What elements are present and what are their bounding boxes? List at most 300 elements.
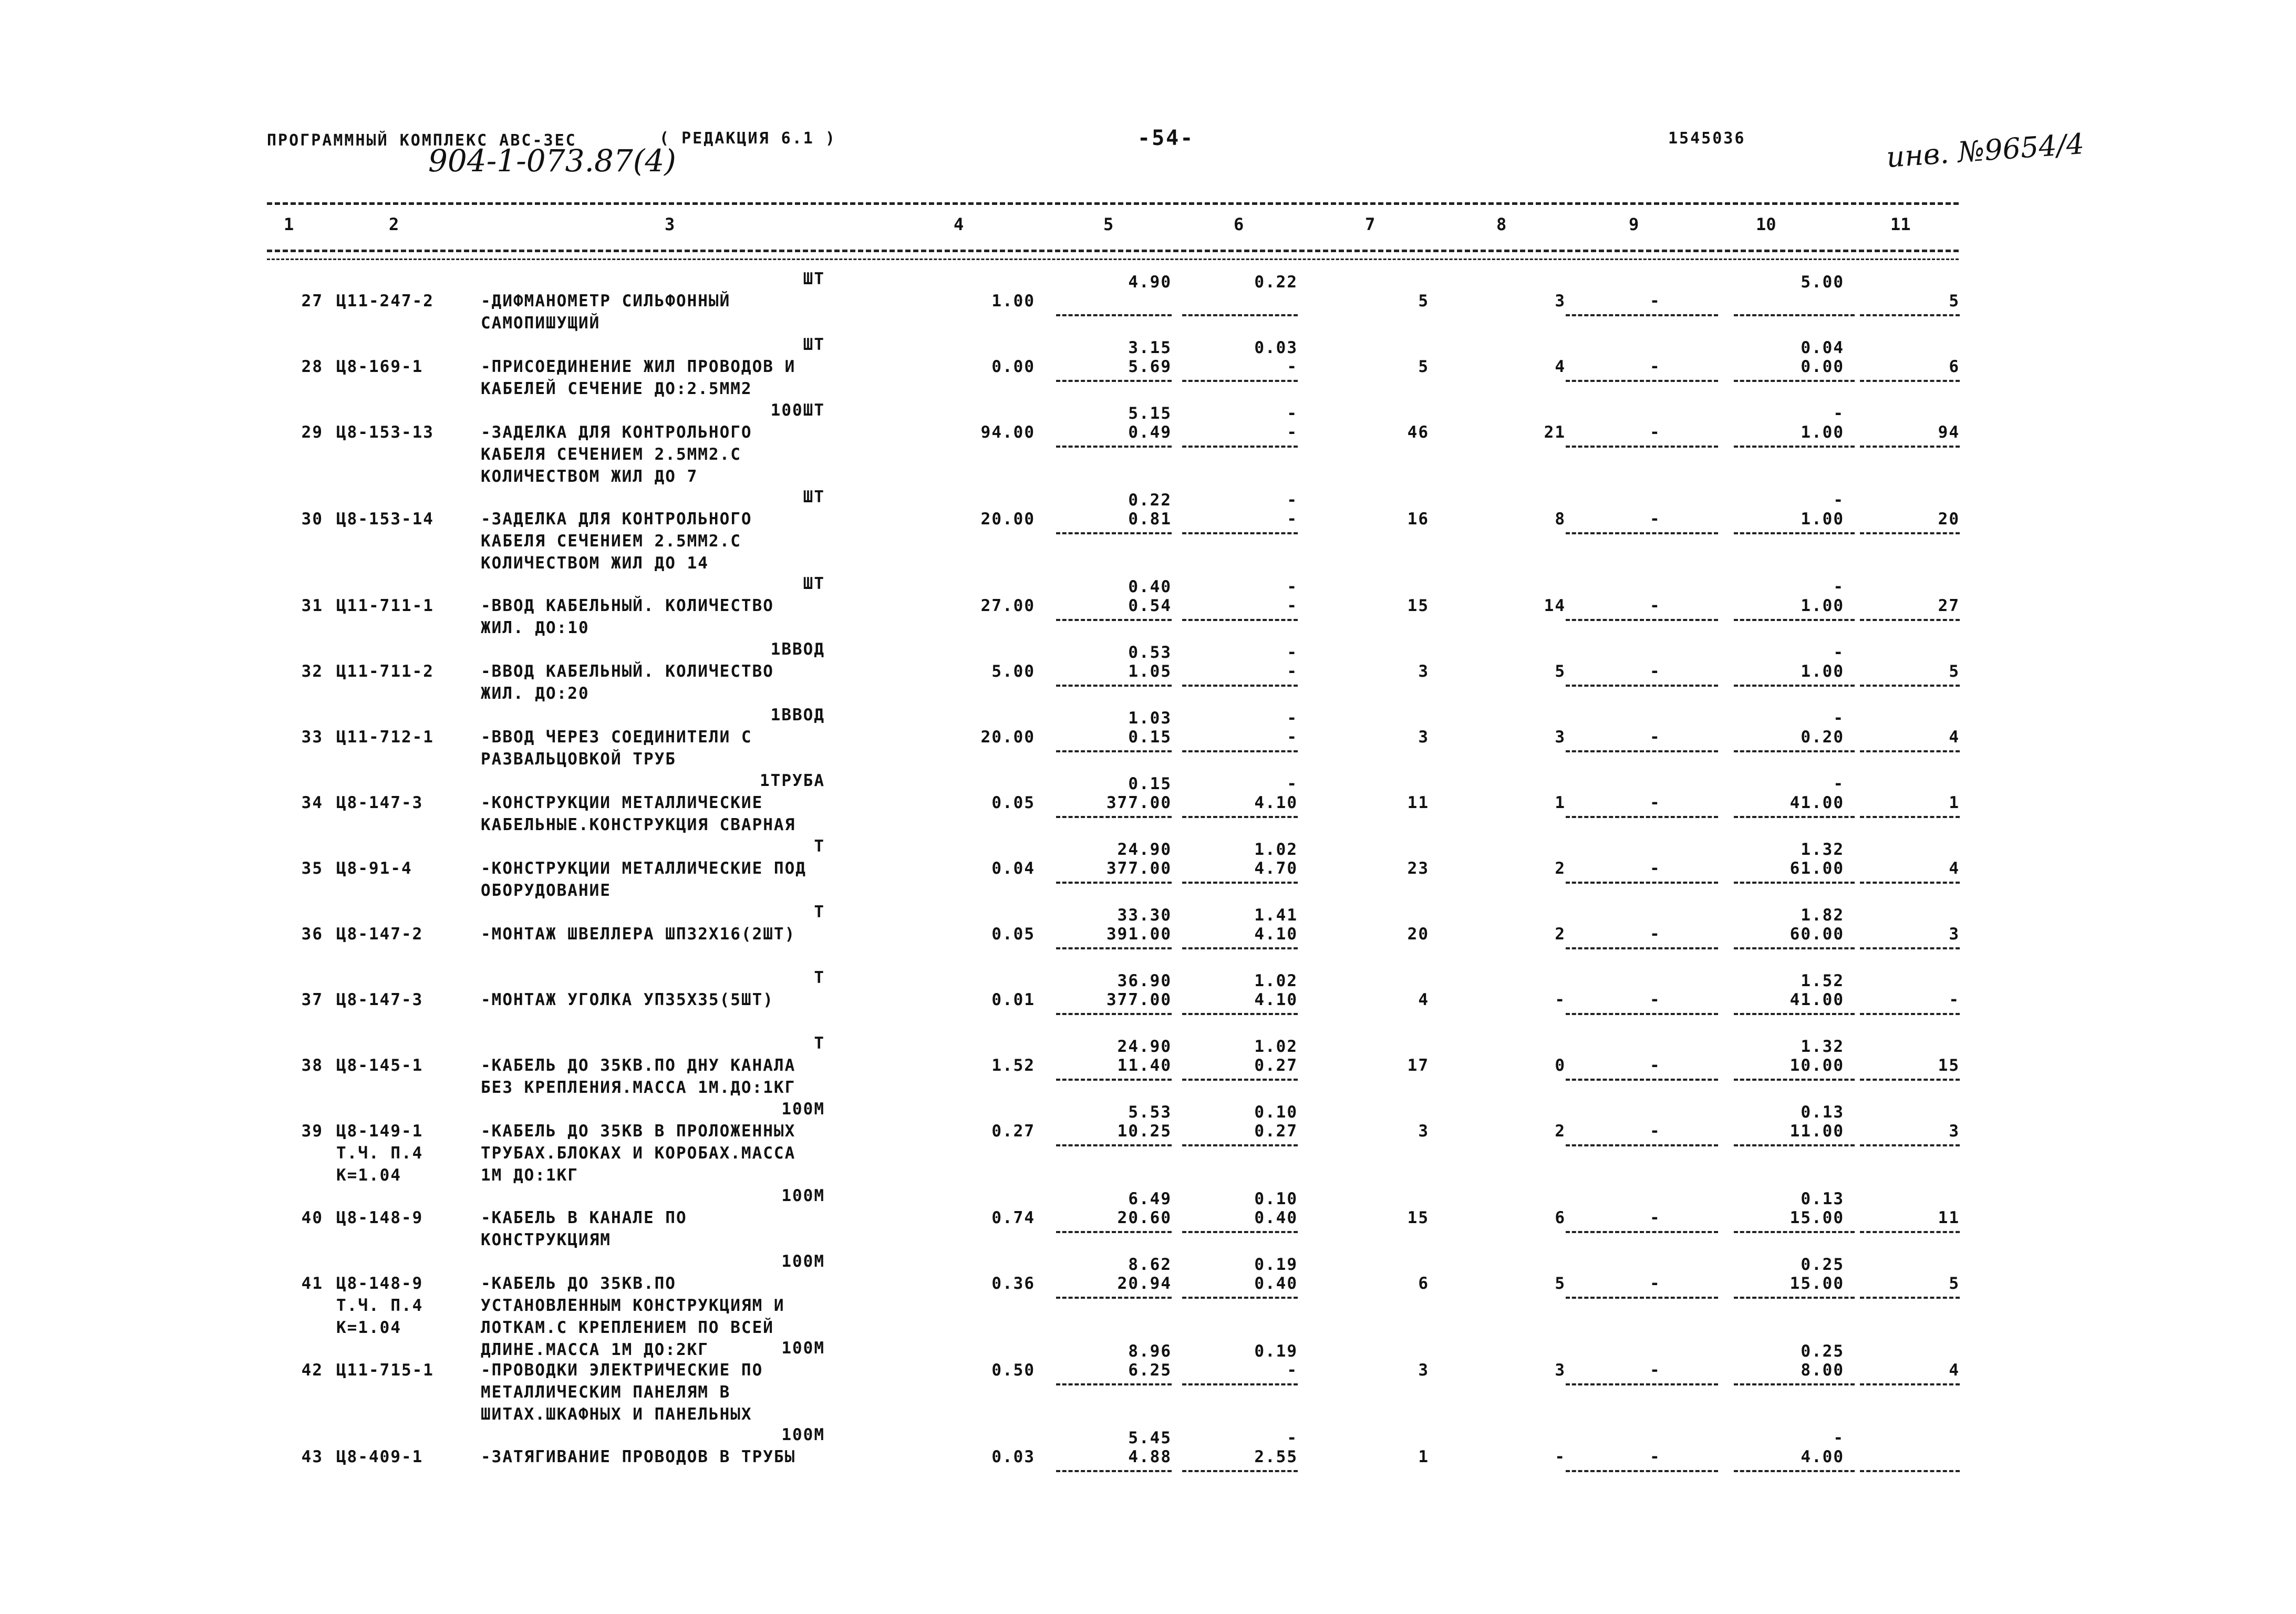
row-rule-col6 [1182,947,1298,949]
col6-bottom: 0.40 [1254,1274,1298,1293]
row-rule-col5 [1056,1297,1172,1299]
col5-top: 24.90 [1117,1037,1172,1056]
col10-top: 1.32 [1801,1037,1844,1056]
row-rule-col11 [1860,314,1960,316]
col6-top: - [1287,774,1298,793]
col6-top: 0.03 [1254,338,1298,357]
work-description: -ЗАТЯГИВАНИЕ ПРОВОДОВ В ТРУБЫ [481,1447,796,1466]
row-rule-col5 [1056,1013,1172,1015]
col7: 5 [1418,357,1429,376]
col10-top: 0.25 [1801,1342,1844,1361]
row-rule-col6 [1182,446,1298,448]
col6-top: - [1287,1429,1298,1447]
col11: 4 [1949,1361,1960,1380]
col5-top: 0.15 [1128,774,1172,793]
work-description: -КАБЕЛЬ В КАНАЛЕ ПО КОНСТРУКЦИЯМ [481,1208,687,1249]
col5-top: 24.90 [1117,840,1172,859]
row-rule-col5 [1056,1231,1172,1233]
row-rule-col6 [1182,685,1298,687]
col10-bottom: 61.00 [1790,859,1844,878]
col8: 5 [1555,1274,1566,1293]
col6-bottom: - [1287,728,1298,747]
row-rule-col11 [1860,816,1960,818]
col8: 8 [1555,510,1566,529]
row-rule-col5 [1056,532,1172,534]
row-number: 40 [301,1208,323,1227]
row-rule-col10 [1734,619,1855,621]
quantity: 1.00 [991,292,1035,311]
row-rule-col11 [1860,1231,1960,1233]
row-rule-col11 [1860,1079,1960,1081]
work-description: -ЗАДЕЛКА ДЛЯ КОНТРОЛЬНОГО КАБЕЛЯ СЕЧЕНИЕМ 2.5ММ2.С КОЛИЧЕСТВОМ ЖИЛ ДО 14 [481,510,752,573]
col11: 4 [1949,728,1960,747]
col6-top: - [1287,643,1298,662]
row-number: 27 [301,292,323,311]
col11: - [1949,990,1960,1009]
col5-bottom: 391.00 [1106,925,1172,944]
work-description: -КОНСТРУКЦИИ МЕТАЛЛИЧЕСКИЕ ПОД ОБОРУДОВАНИЕ [481,859,806,900]
row-rule-col9 [1566,1383,1718,1385]
unit-of-measure: Т [814,968,825,987]
unit-of-measure: ШТ [803,335,825,354]
col-header-6: 6 [1234,214,1244,234]
document-code: 1545036 [1668,129,1746,148]
quantity: 0.74 [991,1208,1035,1227]
col8: - [1555,1447,1566,1466]
col8: 2 [1555,925,1566,944]
col5-top: 0.53 [1128,643,1172,662]
norm-code: Ц11-712-1 [336,728,434,747]
col9: - [1650,1208,1661,1227]
col9: - [1650,1122,1661,1141]
norm-code: Ц8-153-14 [336,510,434,529]
norm-code: Ц8-147-3 [336,990,423,1009]
row-rule-col10 [1734,1470,1855,1472]
col10-bottom: 60.00 [1790,925,1844,944]
col7: 1 [1418,1447,1429,1466]
col6-top: 0.22 [1254,273,1298,292]
row-number: 39 [301,1122,323,1141]
row-rule-col9 [1566,1013,1718,1015]
program-title: ПРОГРАММНЫЙ КОМПЛЕКС АВС-ЗЕС [267,131,577,150]
col11: 5 [1949,292,1960,311]
row-rule-col11 [1860,750,1960,752]
col11: 15 [1938,1056,1960,1075]
col6-bottom: - [1287,662,1298,681]
quantity: 20.00 [980,728,1035,747]
quantity: 0.04 [991,859,1035,878]
work-description: -ДИФМАНОМЕТР СИЛЬФОННЫЙ САМОПИШУЩИЙ [481,292,731,333]
col-header-4: 4 [954,214,964,234]
col6-top: 0.10 [1254,1189,1298,1208]
col11: 1 [1949,793,1960,812]
col7: 6 [1418,1274,1429,1293]
quantity: 0.27 [991,1122,1035,1141]
col8: 21 [1544,423,1566,442]
col6-top: 0.19 [1254,1255,1298,1274]
row-rule-col11 [1860,380,1960,382]
col10-bottom: 0.00 [1801,357,1844,376]
row-number: 35 [301,859,323,878]
norm-code: Ц8-147-3 [336,793,423,812]
work-description: -ВВОД КАБЕЛЬНЫЙ. КОЛИЧЕСТВО ЖИЛ. ДО:20 [481,662,774,703]
unit-of-measure: 100М [781,1425,825,1444]
row-rule-col10 [1734,816,1855,818]
col5-bottom: 0.54 [1128,596,1172,615]
row-rule-col5 [1056,380,1172,382]
col5-top: 4.90 [1128,273,1172,292]
row-rule-col10 [1734,1383,1855,1385]
col-header-2: 2 [389,214,399,234]
quantity: 5.00 [991,662,1035,681]
row-number: 30 [301,510,323,529]
col5-top: 33.30 [1117,906,1172,925]
col-header-1: 1 [284,214,294,234]
work-description: -МОНТАЖ ШВЕЛЛЕРА ШП32Х16(2ШТ) [481,925,796,944]
norm-code: Ц11-711-2 [336,662,434,681]
row-rule-col10 [1734,685,1855,687]
col8: 0 [1555,1056,1566,1075]
row-rule-col9 [1566,1079,1718,1081]
norm-code: Ц8-153-13 [336,423,434,442]
row-rule-col6 [1182,1013,1298,1015]
col6-top: 1.02 [1254,840,1298,859]
row-rule-col6 [1182,1144,1298,1146]
row-rule-col6 [1182,1383,1298,1385]
row-rule-col10 [1734,314,1855,316]
unit-of-measure: 1ТРУБА [760,771,825,790]
col5-bottom: 1.05 [1128,662,1172,681]
col10-bottom: 11.00 [1790,1122,1844,1141]
norm-code: Ц8-148-9 Т.Ч. П.4 К=1.04 [336,1274,423,1337]
col11: 20 [1938,510,1960,529]
row-number: 36 [301,925,323,944]
row-rule-col9 [1566,685,1718,687]
row-rule-col9 [1566,1144,1718,1146]
quantity: 0.50 [991,1361,1035,1380]
col6-bottom: 4.10 [1254,793,1298,812]
col10-bottom: 0.20 [1801,728,1844,747]
col5-bottom: 5.69 [1128,357,1172,376]
row-rule-col6 [1182,750,1298,752]
col10-bottom: 15.00 [1790,1208,1844,1227]
col8: 6 [1555,1208,1566,1227]
row-rule-col10 [1734,947,1855,949]
col6-bottom: 4.10 [1254,925,1298,944]
row-rule-col10 [1734,1231,1855,1233]
norm-code: Ц11-247-2 [336,292,434,311]
col7: 17 [1407,1056,1429,1075]
row-rule-col5 [1056,1079,1172,1081]
col5-top: 3.15 [1128,338,1172,357]
work-description: -КОНСТРУКЦИИ МЕТАЛЛИЧЕСКИЕ КАБЕЛЬНЫЕ.КОНСТРУКЦИЯ СВАРНАЯ [481,793,796,834]
header-bottom-rule [267,250,1959,252]
col8: 1 [1555,793,1566,812]
col6-bottom: - [1287,357,1298,376]
header-bottom-rule-2 [267,258,1959,260]
row-rule-col5 [1056,816,1172,818]
row-rule-col9 [1566,1297,1718,1299]
quantity: 0.03 [991,1447,1035,1466]
col11: 94 [1938,423,1960,442]
col9: - [1650,728,1661,747]
row-number: 34 [301,793,323,812]
unit-of-measure: Т [814,837,825,856]
row-rule-col11 [1860,1013,1960,1015]
col8: 4 [1555,357,1566,376]
col6-bottom: 0.40 [1254,1208,1298,1227]
col7: 11 [1407,793,1429,812]
work-description: -ПРИСОЕДИНЕНИЕ ЖИЛ ПРОВОДОВ И КАБЕЛЕЙ СЕЧЕНИЕ ДО:2.5ММ2 [481,357,796,398]
unit-of-measure: Т [814,903,825,922]
norm-code: Ц8-147-2 [336,925,423,944]
row-rule-col10 [1734,1079,1855,1081]
col10-top: 0.04 [1801,338,1844,357]
row-rule-col11 [1860,882,1960,884]
col10-top: 1.82 [1801,906,1844,925]
col10-bottom: 41.00 [1790,793,1844,812]
col5-top: 36.90 [1117,971,1172,990]
row-rule-col6 [1182,1297,1298,1299]
row-number: 33 [301,728,323,747]
header-top-rule [267,202,1959,205]
work-description: -КАБЕЛЬ ДО 35КВ.ПО УСТАНОВЛЕННЫМ КОНСТРУКЦИЯМ И ЛОТКАМ.С КРЕПЛЕНИЕМ ПО ВСЕЙ ДЛИНЕ.МАССА 1М ДО:2КГ [481,1274,785,1359]
work-description: -ПРОВОДКИ ЭЛЕКТРИЧЕСКИЕ ПО МЕТАЛЛИЧЕСКИМ ПАНЕЛЯМ В ШИТАХ.ШКАФНЫХ И ПАНЕЛЬНЫХ [481,1361,763,1424]
row-rule-col10 [1734,750,1855,752]
row-rule-col5 [1056,750,1172,752]
row-rule-col11 [1860,1383,1960,1385]
col6-bottom: 4.70 [1254,859,1298,878]
col10-bottom: 1.00 [1801,423,1844,442]
row-rule-col5 [1056,947,1172,949]
col7: 16 [1407,510,1429,529]
col10-top: 0.25 [1801,1255,1844,1274]
row-rule-col9 [1566,816,1718,818]
page-number: -54- [1137,126,1195,150]
col8: 2 [1555,1122,1566,1141]
unit-of-measure: Т [814,1034,825,1053]
row-rule-col5 [1056,882,1172,884]
row-rule-col11 [1860,685,1960,687]
col8: 14 [1544,596,1566,615]
col10-top: - [1833,1429,1844,1447]
col9: - [1650,793,1661,812]
work-description: -КАБЕЛЬ ДО 35КВ В ПРОЛОЖЕННЫХ ТРУБАХ.БЛОКАХ И КОРОБАХ.МАССА 1М ДО:1КГ [481,1122,796,1185]
col11: 11 [1938,1208,1960,1227]
row-rule-col6 [1182,1231,1298,1233]
col7: 3 [1418,1361,1429,1380]
col7: 3 [1418,662,1429,681]
col9: - [1650,662,1661,681]
col8: 2 [1555,859,1566,878]
col5-bottom: 377.00 [1106,990,1172,1009]
row-rule-col10 [1734,1297,1855,1299]
handwritten-document-number: 904-1-073.87(4) [428,143,676,179]
row-rule-col9 [1566,380,1718,382]
work-description: -ЗАДЕЛКА ДЛЯ КОНТРОЛЬНОГО КАБЕЛЯ СЕЧЕНИЕМ 2.5ММ2.С КОЛИЧЕСТВОМ ЖИЛ ДО 7 [481,423,752,486]
col6-top: 0.10 [1254,1103,1298,1122]
col10-top: 0.13 [1801,1189,1844,1208]
handwritten-inventory-number: инв. №9654/4 [1885,127,2085,174]
norm-code: Ц8-149-1 Т.Ч. П.4 К=1.04 [336,1122,423,1185]
col6-top: 1.02 [1254,971,1298,990]
col9: - [1650,1361,1661,1380]
row-number: 42 [301,1361,323,1380]
quantity: 20.00 [980,510,1035,529]
row-rule-col6 [1182,1079,1298,1081]
row-rule-col6 [1182,314,1298,316]
col6-bottom: 0.27 [1254,1122,1298,1141]
col6-bottom: - [1287,510,1298,529]
col7: 3 [1418,728,1429,747]
edition-label: ( РЕДАКЦИЯ 6.1 ) [659,129,836,148]
col11: 6 [1949,357,1960,376]
col6-bottom: - [1287,423,1298,442]
row-rule-col9 [1566,882,1718,884]
unit-of-measure: 100М [781,1252,825,1271]
col7: 20 [1407,925,1429,944]
unit-of-measure: 100М [781,1100,825,1119]
col9: - [1650,292,1661,311]
row-rule-col5 [1056,685,1172,687]
norm-code: Ц8-409-1 [336,1447,423,1466]
work-description: -ВВОД КАБЕЛЬНЫЙ. КОЛИЧЕСТВО ЖИЛ. ДО:10 [481,596,774,637]
unit-of-measure: 1ВВОД [770,640,825,659]
row-rule-col5 [1056,1470,1172,1472]
col5-bottom: 0.81 [1128,510,1172,529]
quantity: 94.00 [980,423,1035,442]
col5-bottom: 11.40 [1117,1056,1172,1075]
row-rule-col5 [1056,619,1172,621]
row-rule-col9 [1566,947,1718,949]
col6-top: 1.41 [1254,906,1298,925]
col6-bottom: 4.10 [1254,990,1298,1009]
row-rule-col11 [1860,446,1960,448]
row-rule-col10 [1734,882,1855,884]
col9: - [1650,1056,1661,1075]
col10-top: 5.00 [1801,273,1844,292]
row-number: 37 [301,990,323,1009]
col10-bottom: 1.00 [1801,510,1844,529]
col6-bottom: 0.27 [1254,1056,1298,1075]
col7: 5 [1418,292,1429,311]
col10-top: - [1833,774,1844,793]
col9: - [1650,510,1661,529]
col10-top: 1.32 [1801,840,1844,859]
col-header-8: 8 [1496,214,1507,234]
col5-bottom: 377.00 [1106,793,1172,812]
col10-top: 1.52 [1801,971,1844,990]
col6-top: - [1287,709,1298,728]
col10-top: 0.13 [1801,1103,1844,1122]
unit-of-measure: ШТ [803,574,825,593]
norm-code: Ц8-91-4 [336,859,412,878]
work-description: -ВВОД ЧЕРЕЗ СОЕДИНИТЕЛИ С РАЗВАЛЬЦОВКОЙ ТРУБ [481,728,752,769]
col5-bottom: 0.49 [1128,423,1172,442]
col9: - [1650,596,1661,615]
col10-top: - [1833,643,1844,662]
row-rule-col11 [1860,1297,1960,1299]
quantity: 0.05 [991,793,1035,812]
col-header-9: 9 [1629,214,1639,234]
col6-top: 1.02 [1254,1037,1298,1056]
col-header-7: 7 [1365,214,1375,234]
col6-top: - [1287,404,1298,423]
row-rule-col10 [1734,380,1855,382]
quantity: 0.36 [991,1274,1035,1293]
row-rule-col6 [1182,532,1298,534]
col10-top: - [1833,709,1844,728]
col5-top: 5.45 [1128,1429,1172,1447]
col6-bottom: - [1287,596,1298,615]
col11: 3 [1949,925,1960,944]
col5-bottom: 20.94 [1117,1274,1172,1293]
col-header-11: 11 [1890,214,1911,234]
row-rule-col10 [1734,1144,1855,1146]
col7: 23 [1407,859,1429,878]
col10-top: - [1833,404,1844,423]
col11: 3 [1949,1122,1960,1141]
col-header-5: 5 [1103,214,1114,234]
row-rule-col10 [1734,1013,1855,1015]
work-description: -МОНТАЖ УГОЛКА УП35Х35(5ШТ) [481,990,774,1009]
col7: 3 [1418,1122,1429,1141]
col5-top: 1.03 [1128,709,1172,728]
row-number: 41 [301,1274,323,1293]
row-rule-col6 [1182,816,1298,818]
col8: 3 [1555,1361,1566,1380]
unit-of-measure: 1ВВОД [770,706,825,725]
col8: 3 [1555,728,1566,747]
col10-bottom: 41.00 [1790,990,1844,1009]
unit-of-measure: 100М [781,1339,825,1358]
row-rule-col5 [1056,314,1172,316]
col5-top: 8.62 [1128,1255,1172,1274]
quantity: 0.01 [991,990,1035,1009]
col5-bottom: 6.25 [1128,1361,1172,1380]
row-rule-col9 [1566,314,1718,316]
row-rule-col10 [1734,446,1855,448]
col10-bottom: 1.00 [1801,596,1844,615]
col7: 4 [1418,990,1429,1009]
unit-of-measure: ШТ [803,270,825,288]
col5-top: 0.22 [1128,491,1172,510]
col7: 46 [1407,423,1429,442]
col6-bottom: - [1287,1361,1298,1380]
row-rule-col6 [1182,380,1298,382]
col10-top: - [1833,577,1844,596]
unit-of-measure: ШТ [803,488,825,506]
row-rule-col6 [1182,619,1298,621]
quantity: 0.05 [991,925,1035,944]
col11: 4 [1949,859,1960,878]
unit-of-measure: 100М [781,1186,825,1205]
col10-bottom: 15.00 [1790,1274,1844,1293]
row-number: 28 [301,357,323,376]
row-number: 31 [301,596,323,615]
col8: 5 [1555,662,1566,681]
col5-top: 5.15 [1128,404,1172,423]
col9: - [1650,1447,1661,1466]
col6-top: - [1287,577,1298,596]
row-number: 43 [301,1447,323,1466]
col9: - [1650,859,1661,878]
col9: - [1650,357,1661,376]
row-rule-col9 [1566,1470,1718,1472]
row-rule-col11 [1860,947,1960,949]
row-rule-col9 [1566,532,1718,534]
col8: 3 [1555,292,1566,311]
